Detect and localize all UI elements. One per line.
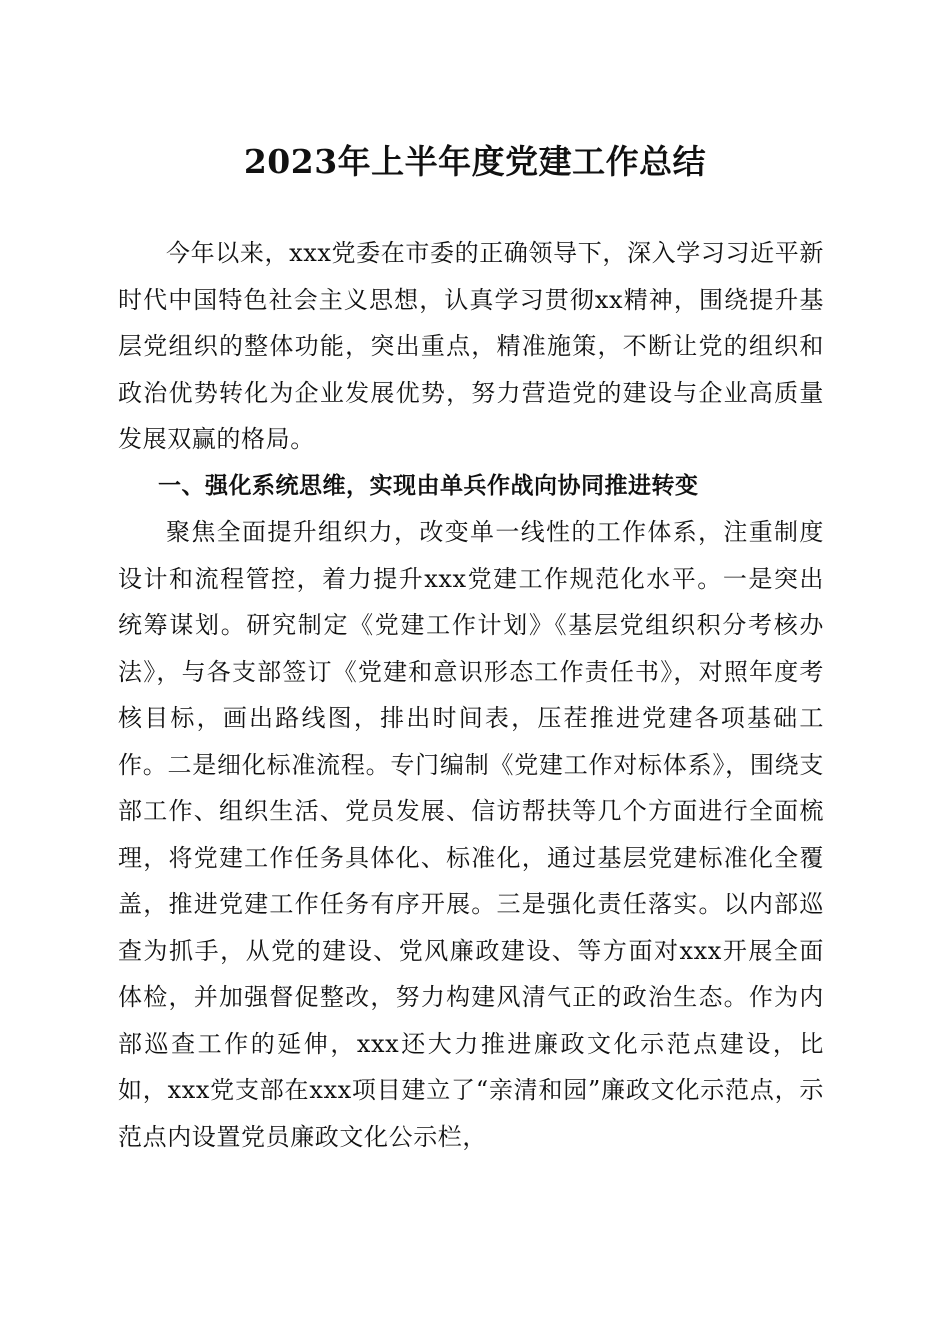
document-title: 2023年上半年度党建工作总结 — [243, 142, 707, 181]
intro-paragraph: 今年以来，xxx党委在市委的正确领导下，深入学习习近平新时代中国特色社会主义思想，认真学习贯彻xx精神，围绕提升基层党组织的整体功能，突出重点，精准施策，不断让党的组织和政治优势转化为企业发展优势，努力营造党的建设与企业高质量发展双赢的格局。 — [118, 239, 824, 453]
section-1-heading: 一、强化系统思维，实现由单兵作战向协同推进转变 — [158, 472, 699, 499]
section-1-paragraph: 聚焦全面提升组织力，改变单一线性的工作体系，注重制度设计和流程管控，着力提升xxx党建工作规范化水平。一是突出统筹谋划。研究制定《党建工作计划》《基层党组织积分考核办法》，与各支部签订《党建和意识形态工作责任书》，对照年度考核目标，画出路线图，排出时间表，压茬推进党建各项基础工作。二是细化标准流程。专门编制《党建工作对标体系》，围绕支部工作、组织生活、党员发展、信访帮扶等几个方面进行全面梳理，将党建工作任务具体化、标准化，通过基层党建标准化全覆盖，推进党建工作任务有序开展。三是强化责任落实。以内部巡查为抓手，从党的建设、党风廉政建设、等方面对xxx开展全面体检，并加强督促整改，努力构建风清气正的政治生态。作为内部巡查工作的延伸，xxx还大力推进廉政文化示范点建设，比如，xxx党支部在xxx项目建立了“亲清和园”廉政文化示范点，示范点内设置党员廉政文化公示栏， — [118, 518, 824, 1151]
document-body — [118, 230, 824, 1160]
